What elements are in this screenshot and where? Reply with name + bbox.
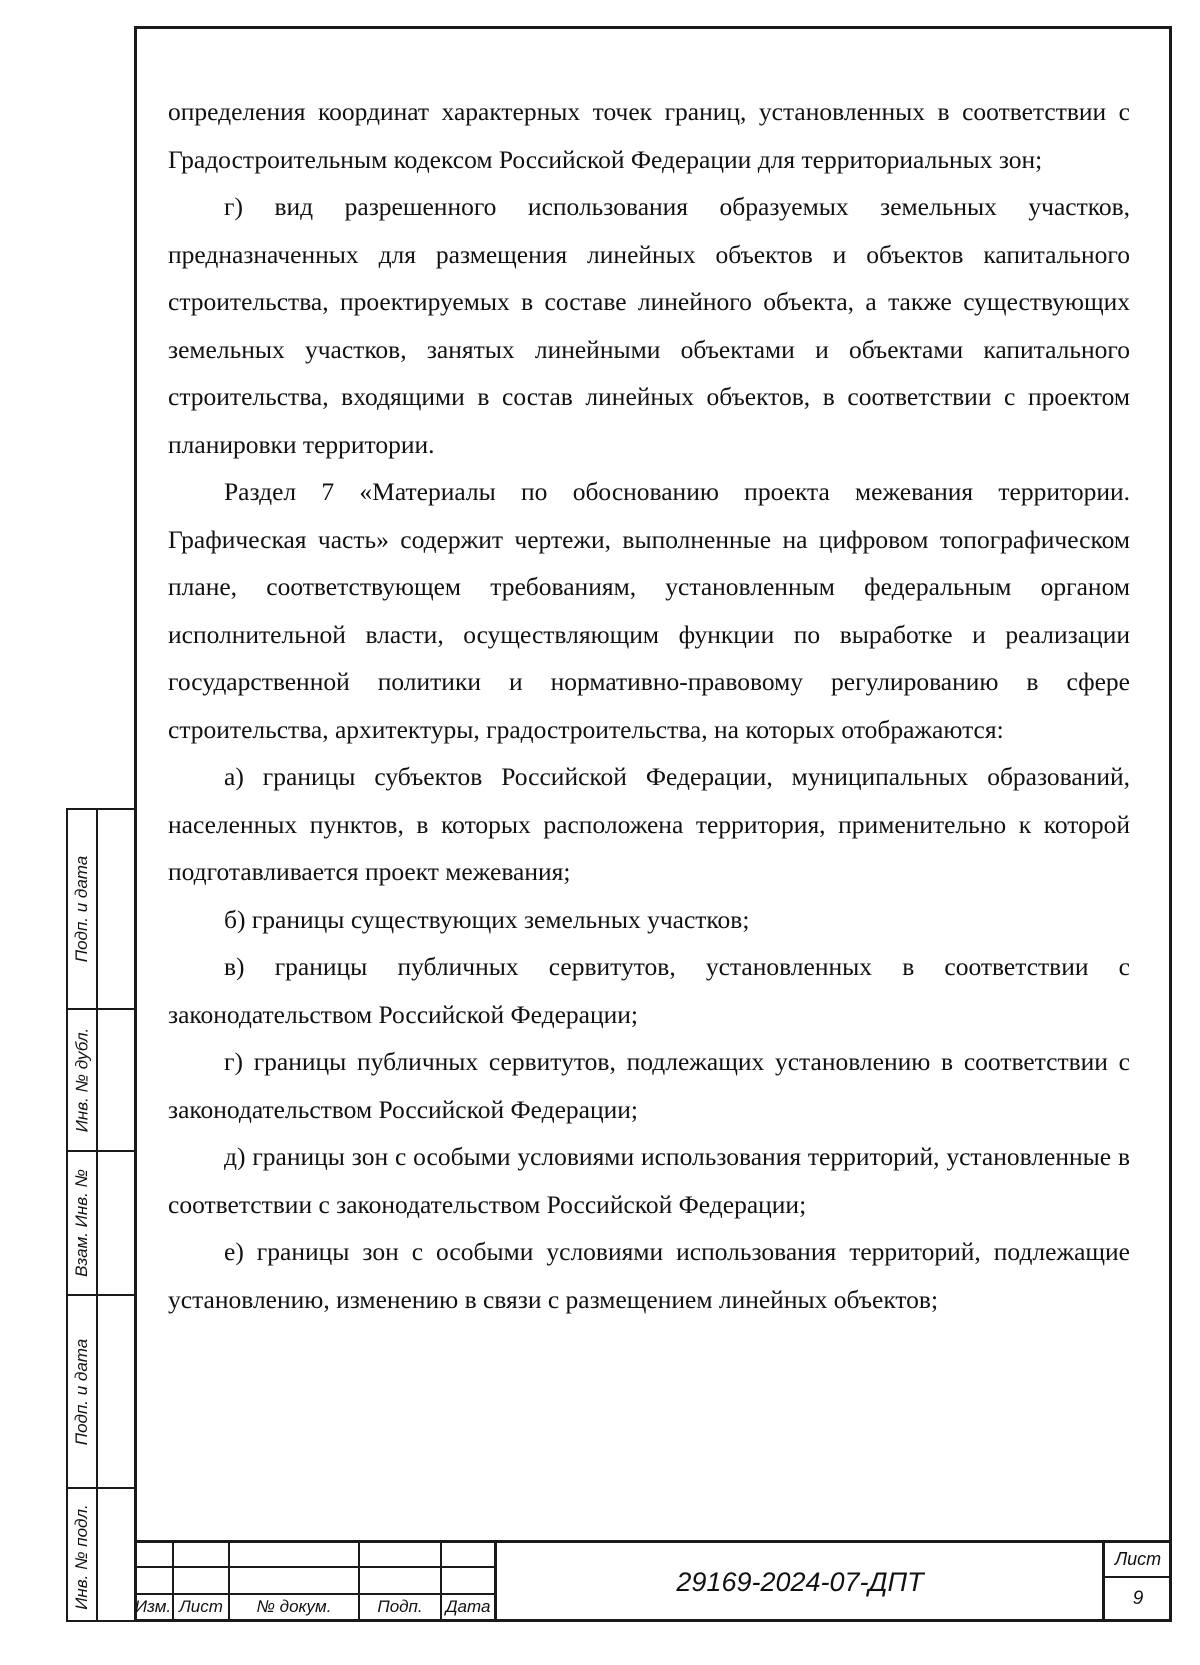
column-header-signature: Подп. bbox=[377, 1597, 423, 1616]
field-label: Подп. и дата bbox=[72, 855, 91, 963]
field-label: Инв. № дубл. bbox=[72, 1027, 91, 1133]
paragraph: а) границы субъектов Российской Федерации, муниципальных образований, населенных пунктов, в которых расположена территория, применительно к которой подготавливается проект межевания; bbox=[168, 762, 1130, 886]
paragraph: б) границы существующих земельных участков; bbox=[224, 904, 750, 934]
stamp-border bbox=[134, 1540, 1172, 1543]
signature-date-field bbox=[68, 810, 96, 1008]
paragraph: в) границы публичных сервитутов, установленных в соответствии с законодательством Российской Федерации; bbox=[168, 952, 1130, 1029]
sheet-number: 9 bbox=[1132, 1588, 1144, 1609]
paragraph: г) вид разрешенного использования образуемых земельных участков, предназначенных для размещения линейных объектов и объектов капитального строительства, проектируемых в составе линейного объекта, а также существующих земельных участков, занятых линейными объектами и объектами капитального строительства, входящими в состав линейных объектов, в соответствии с проектом планировки территории. bbox=[168, 192, 1130, 459]
paragraph: е) границы зон с особыми условиями использования территорий, подлежащие установлению, изменению в связи с размещением линейных объектов; bbox=[168, 1237, 1130, 1314]
title-block bbox=[134, 1540, 1172, 1622]
paragraph: Раздел 7 «Материалы по обоснованию проекта межевания территории. Графическая часть» содержит чертежи, выполненные на цифровом топографическом плане, соответствующем требованиям, установленным федеральным органом исполнительной власти, осуществляющим функции по выработке и реализации государственной политики и нормативно-правовому регулированию в сфере строительства, архитектуры, градостроительства, на которых отображаются: bbox=[168, 477, 1130, 744]
field-label: Взам. Инв. № bbox=[72, 1169, 92, 1277]
document-body bbox=[168, 88, 1130, 1323]
field-label: Инв. № подл. bbox=[72, 1503, 91, 1610]
field-label: Подп. и дата bbox=[72, 1338, 91, 1445]
document-code: 29169-2024-07-ДПТ bbox=[676, 1566, 924, 1597]
paragraph: д) границы зон с особыми условиями использования территорий, установленные в соответствии с законодательством Российской Федерации; bbox=[168, 1142, 1130, 1219]
column-header-document-number: № докум. bbox=[256, 1597, 332, 1616]
sheet-label: Лист bbox=[1114, 1548, 1162, 1569]
duplicate-inventory-field bbox=[68, 1010, 96, 1150]
column-header-date: Дата bbox=[445, 1597, 491, 1616]
original-inventory-field bbox=[68, 1489, 96, 1624]
strip-divider bbox=[96, 810, 98, 1620]
signature-date-field bbox=[68, 1296, 96, 1487]
column-header-sheet: Лист bbox=[179, 1597, 223, 1616]
column-header-change: Изм. bbox=[134, 1597, 172, 1616]
replacement-inventory-field bbox=[68, 1152, 96, 1294]
paragraph: г) границы публичных сервитутов, подлежащих установлению в соответствии с законодательством Российской Федерации; bbox=[168, 1047, 1130, 1124]
paragraph: определения координат характерных точек границ, установленных в соответствии с Градостроительным кодексом Российской Федерации для территориальных зон; bbox=[168, 97, 1130, 174]
binding-strip bbox=[66, 808, 134, 1622]
